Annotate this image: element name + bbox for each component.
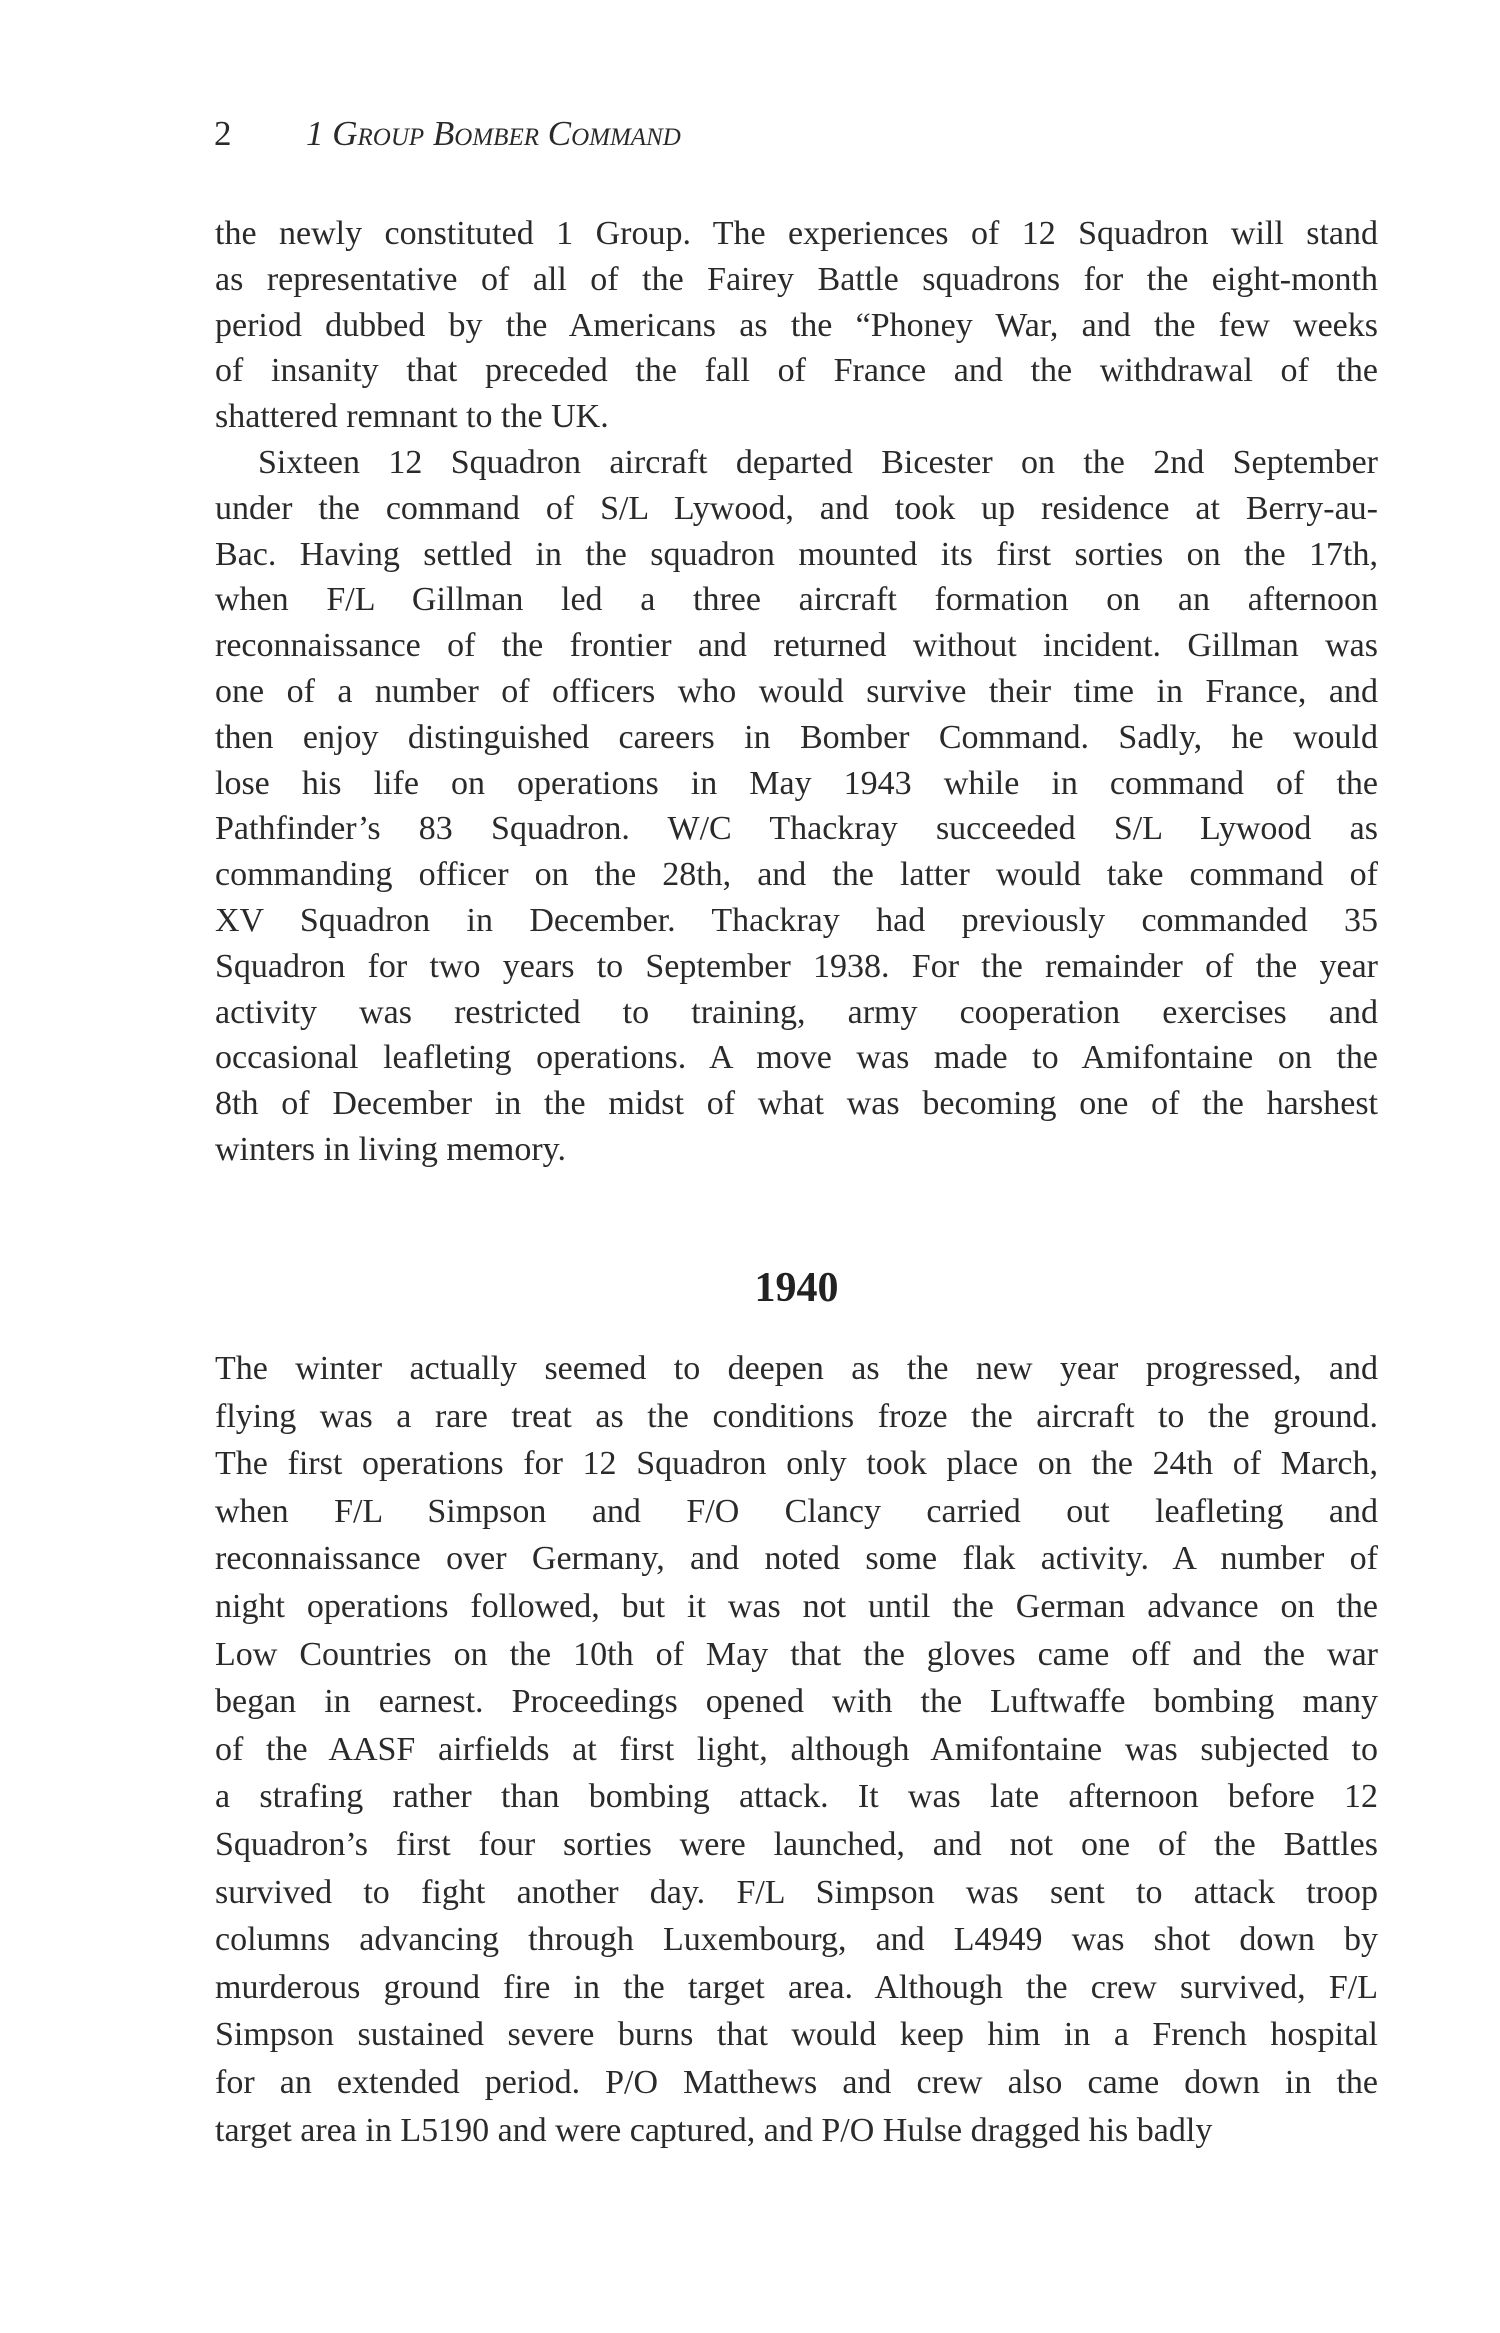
text-line: The winter actually seemed to deepen as the new year progressed, and: [215, 1350, 1378, 1387]
paragraph-1-and-2: [215, 211, 1378, 1173]
text-line: Bac. Having settled in the squadron mounted its first sorties on the 17th,: [215, 535, 1378, 573]
text-line: lose his life on operations in May 1943 while in command of the: [215, 764, 1378, 802]
text-line: as representative of all of the Fairey Battle squadrons for the eight-month: [215, 260, 1378, 298]
text-line: reconnaissance over Germany, and noted some flak activity. A number of: [215, 1540, 1378, 1578]
text-line: XV Squadron in December. Thackray had previously commanded 35: [215, 901, 1378, 939]
text-line: the newly constituted 1 Group. The experiences of 12 Squadron will stand: [215, 215, 1378, 252]
text-line: Squadron for two years to September 1938. For the remainder of the year: [215, 947, 1378, 985]
text-line: winters in living memory.: [215, 1130, 566, 1168]
text-line: began in earnest. Proceedings opened with the Luftwaffe bombing many: [215, 1683, 1378, 1721]
text-line: The first operations for 12 Squadron only took place on the 24th of March,: [215, 1445, 1378, 1483]
text-line: reconnaissance of the frontier and returned without incident. Gillman was: [215, 627, 1378, 665]
text-line: when F/L Gillman led a three aircraft formation on an afternoon: [215, 581, 1378, 619]
text-line: period dubbed by the Americans as the “Phoney War, and the few weeks: [215, 306, 1378, 344]
text-line: Low Countries on the 10th of May that the gloves came off and the war: [215, 1635, 1378, 1673]
text-line: survived to fight another day. F/L Simpson was sent to attack troop: [215, 1873, 1378, 1911]
text-line: Simpson sustained severe burns that would keep him in a French hospital: [215, 2016, 1378, 2054]
text-line: one of a number of officers who would survive their time in France, and: [215, 672, 1378, 710]
text-line: commanding officer on the 28th, and the latter would take command of: [215, 856, 1378, 894]
text-line: a strafing rather than bombing attack. It was late afternoon before 12: [215, 1778, 1378, 1816]
text-line: Pathfinder’s 83 Squadron. W/C Thackray succeeded S/L Lywood as: [215, 810, 1378, 848]
text-line: occasional leafleting operations. A move was made to Amifontaine on the: [215, 1039, 1378, 1077]
text-line: night operations followed, but it was not until the German advance on the: [215, 1587, 1378, 1625]
text-line: flying was a rare treat as the conditions froze the aircraft to the ground.: [215, 1397, 1378, 1435]
text-line: of the AASF airfields at first light, although Amifontaine was subjected to: [215, 1730, 1378, 1768]
text-line: Squadron’s first four sorties were launched, and not one of the Battles: [215, 1825, 1378, 1863]
text-line: activity was restricted to training, army cooperation exercises and: [215, 993, 1378, 1031]
text-line: columns advancing through Luxembourg, and L4949 was shot down by: [215, 1921, 1378, 1959]
text-line: of insanity that preceded the fall of France and the withdrawal of the: [215, 352, 1378, 390]
text-line: then enjoy distinguished careers in Bomber Command. Sadly, he would: [215, 718, 1378, 756]
running-header: [214, 114, 681, 154]
text-line: for an extended period. P/O Matthews and crew also came down in the: [215, 2063, 1378, 2101]
text-line: target area in L5190 and were captured, and P/O Hulse dragged his badly: [215, 2111, 1213, 2149]
text-line: under the command of S/L Lywood, and took up residence at Berry-au-: [215, 489, 1378, 527]
text-line: when F/L Simpson and F/O Clancy carried out leafleting and: [215, 1492, 1378, 1530]
text-line: 8th of December in the midst of what was becoming one of the harshest: [215, 1085, 1378, 1123]
text-line: Sixteen 12 Squadron aircraft departed Bicester on the 2nd September: [258, 443, 1378, 481]
section-heading-1940: 1940: [754, 1265, 839, 1311]
page-number: 2: [214, 114, 232, 153]
paragraph-3: [215, 1345, 1378, 2154]
running-title: 1 Group Bomber Command: [306, 114, 681, 153]
text-line: murderous ground fire in the target area. Although the crew survived, F/L: [215, 1968, 1378, 2006]
text-line: shattered remnant to the UK.: [215, 398, 609, 436]
